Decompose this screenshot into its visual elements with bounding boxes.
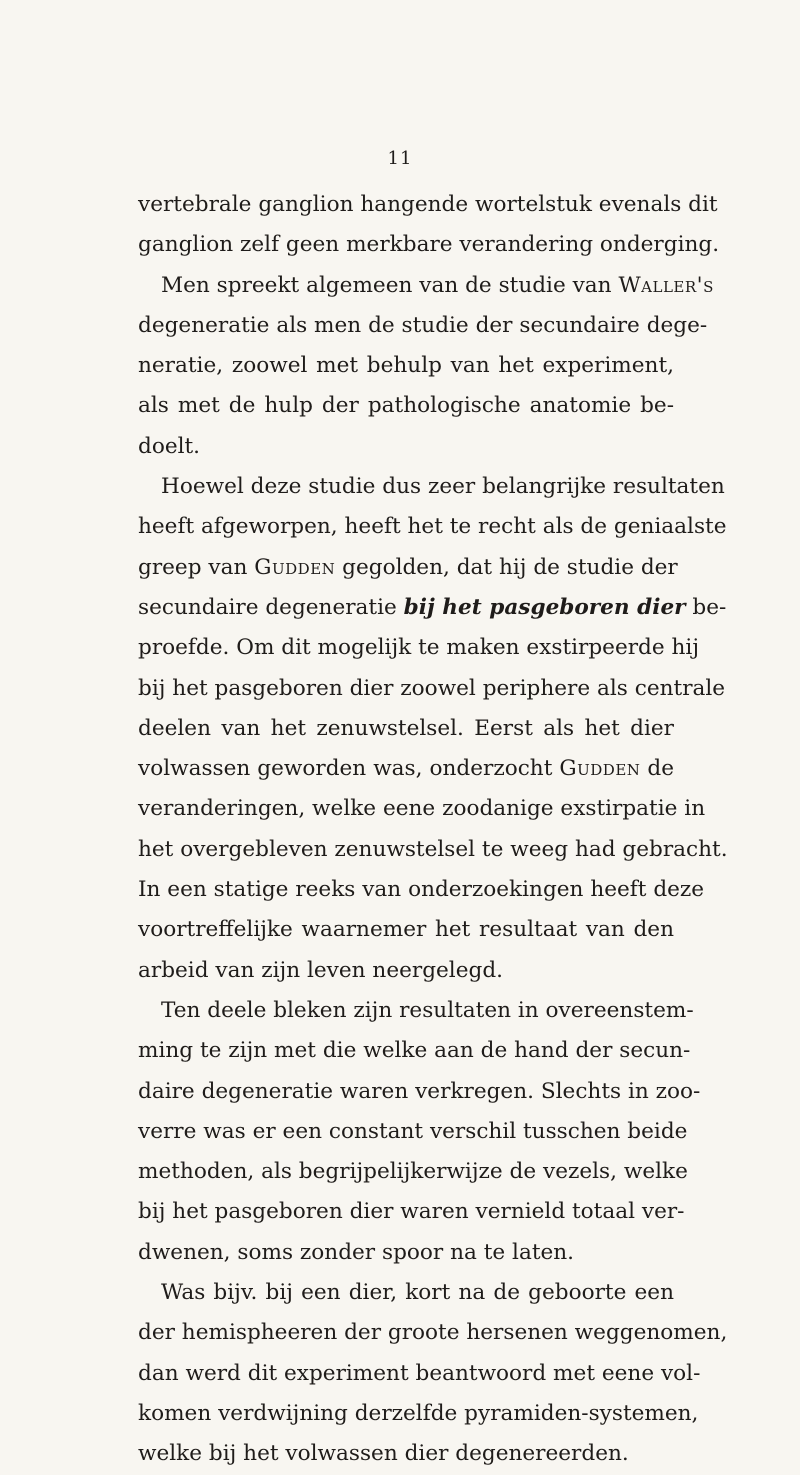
text-line: der hemispheeren der groote hersenen weggenomen, xyxy=(138,1320,728,1346)
text-line: dwenen, soms zonder spoor na te laten. xyxy=(138,1239,575,1265)
text-line: In een statige reeks van onderzoekingen heeft deze xyxy=(138,877,705,903)
page-number: 11 xyxy=(387,148,413,169)
text-line: greep van Gudden gegolden, dat hij de studie der xyxy=(138,554,678,580)
text-line: Was bijv. bij een dier, kort na de geboorte een xyxy=(161,1280,674,1306)
author-name: Gudden xyxy=(254,554,336,580)
text-line: komen verdwijning derzelfde pyramiden-systemen, xyxy=(138,1400,699,1426)
text-line: het overgebleven zenuwstelsel te weeg had gebracht. xyxy=(138,836,728,862)
author-name: Gudden xyxy=(559,756,641,782)
paragraph-4 xyxy=(138,991,701,1273)
text-line: verre was er een constant verschil tusschen beide xyxy=(138,1118,688,1144)
text-line: Men spreekt algemeen van de studie van Waller's xyxy=(161,272,714,298)
paragraph-5 xyxy=(138,1273,728,1474)
text-line: bij het pasgeboren dier zoowel periphere als centrale xyxy=(138,675,726,701)
paragraph-3 xyxy=(138,467,728,991)
paragraph-1 xyxy=(138,185,720,266)
text-line: neratie, zoowel met behulp van het experiment, xyxy=(138,353,674,379)
text-line: bij het pasgeboren dier waren vernield totaal ver- xyxy=(138,1199,685,1225)
text-line: doelt. xyxy=(138,433,201,459)
text-line: als met de hulp der pathologische anatomie be- xyxy=(138,393,674,419)
text-line: daire degeneratie waren verkregen. Slechts in zoo- xyxy=(138,1078,701,1104)
text-line: Ten deele bleken zijn resultaten in overeenstem- xyxy=(161,997,694,1023)
emphasis-text: bij het pasgeboren dier xyxy=(403,594,686,620)
text-line: vertebrale ganglion hangende wortelstuk evenals dit xyxy=(138,192,718,217)
text-line: welke bij het volwassen dier degenereerden. xyxy=(138,1441,629,1467)
text-line: heeft afgeworpen, heeft het te recht als de geniaalste xyxy=(138,514,727,540)
author-name: Waller's xyxy=(618,272,714,298)
text-line: dan werd dit experiment beantwoord met eene vol- xyxy=(138,1360,701,1386)
text-line: ganglion zelf geen merkbare verandering onderging. xyxy=(138,232,720,258)
text-line: degeneratie als men de studie der secundaire dege- xyxy=(138,312,708,338)
text-line: arbeid van zijn leven neergelegd. xyxy=(138,957,504,983)
paragraph-2 xyxy=(138,266,714,467)
text-line: secundaire degeneratie bij het pasgeboren dier be- xyxy=(138,594,727,620)
text-line: proefde. Om dit mogelijk te maken exstirpeerde hij xyxy=(138,635,700,661)
text-line: deelen van het zenuwstelsel. Eerst als het dier xyxy=(138,715,674,741)
text-line: ming te zijn met die welke aan de hand der secun- xyxy=(138,1038,691,1064)
text-line: methoden, als begrijpelijkerwijze de vezels, welke xyxy=(138,1159,688,1185)
body-text xyxy=(138,185,728,1475)
text-line: Hoewel deze studie dus zeer belangrijke resultaten xyxy=(161,474,725,500)
text-line: voortreffelijke waarnemer het resultaat van den xyxy=(138,917,674,943)
text-line: volwassen geworden was, onderzocht Gudden de xyxy=(138,756,674,782)
text-line: veranderingen, welke eene zoodanige exstirpatie in xyxy=(138,796,706,822)
